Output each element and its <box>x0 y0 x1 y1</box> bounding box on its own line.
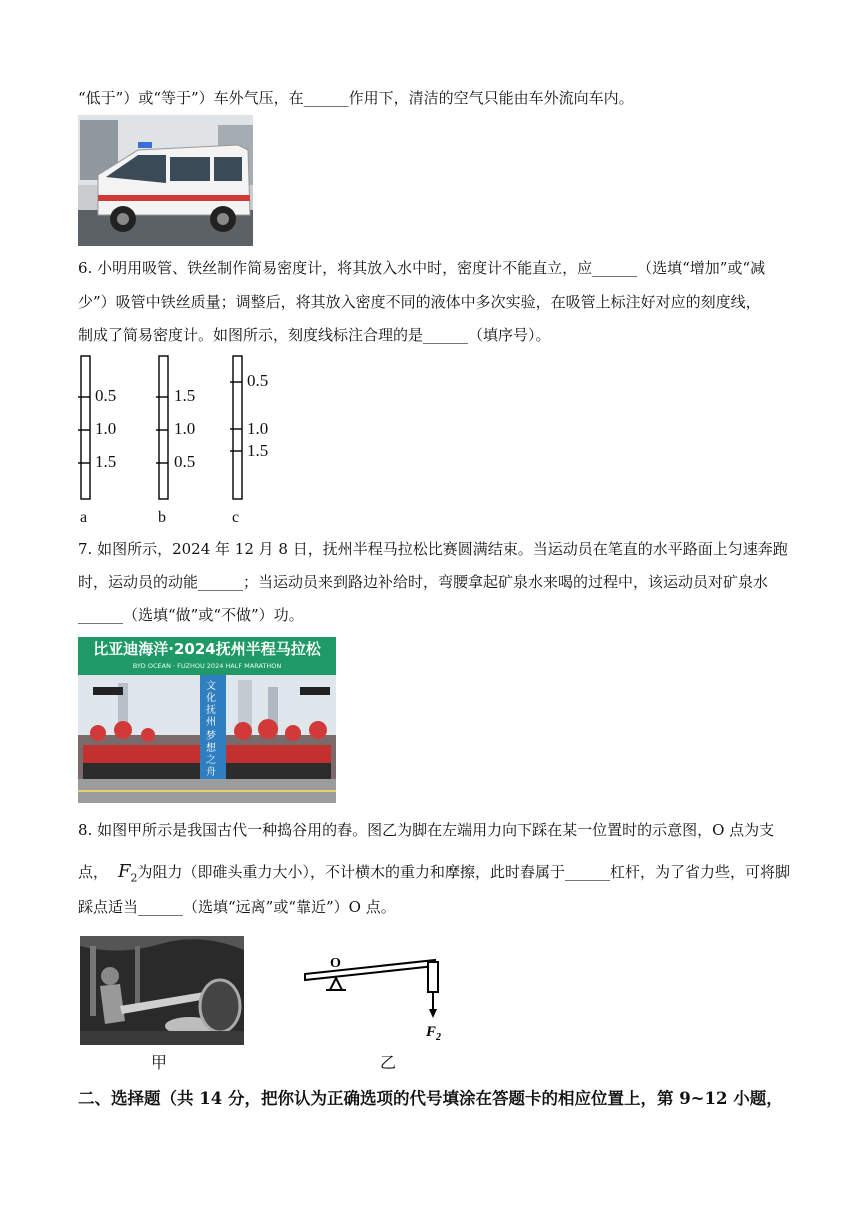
lever-o-label: O <box>330 956 341 971</box>
question-7-line-1: 7. 如图所示，2024 年 12 月 8 日，抚州半程马拉松比赛圆满结束。当运动员在笔直的水平路面上匀速奔跑 <box>78 540 788 558</box>
lever-f-subscript: 2 <box>436 1032 442 1043</box>
meter-c-label: c <box>232 509 240 526</box>
lever-diagram <box>300 950 460 1050</box>
marathon-banner <box>78 637 336 675</box>
meter-c-mark-3: 1.5 <box>247 441 269 460</box>
meter-b-mark-1: 1.5 <box>174 386 196 405</box>
section-2-heading: 二、选择题（共 14 分，把你认为正确选项的代号填涂在答题卡的相应位置上，第 9~12 小题， <box>78 1089 783 1108</box>
marathon-pillar <box>200 675 226 779</box>
meter-a-mark-3: 1.5 <box>95 452 117 471</box>
question-6-line-2: 少”）吸管中铁丝质量；调整后，将其放入密度不同的液体中多次实验，在吸管上标注好对应的刻度线， <box>78 293 761 311</box>
question-6-line-1: 6. 小明用吸管、铁丝制作简易密度计，将其放入水中时，密度计不能直立，应______（选填“增加”或“减 <box>78 259 766 277</box>
lever-f-letter: F <box>426 1024 437 1040</box>
pillar-text-1: 文化抚州 <box>206 681 216 728</box>
question-8-line-1: 8. 如图甲所示是我国古代一种捣谷用的舂。图乙为脚在左端用力向下踩在某一位置时的示意图，O 点为支 <box>78 821 775 839</box>
f2-subscript: 2 <box>130 871 138 885</box>
meter-a-mark-1: 0.5 <box>95 386 117 405</box>
lever-f-label <box>425 1024 441 1043</box>
ambulance-stripe <box>98 195 250 201</box>
meter-c-mark-1: 0.5 <box>247 371 269 390</box>
pillar-text-2: 梦想之舟 <box>206 731 216 778</box>
meter-a-mark-2: 1.0 <box>95 419 117 438</box>
densimeter-figure <box>78 355 298 530</box>
caption-yi: 乙 <box>380 1053 397 1072</box>
f2-symbol <box>118 861 138 885</box>
line-2-prefix: 点， <box>78 863 109 881</box>
question-8-line-3: 踩点适当______（选填“远离”或“靠近”）O 点。 <box>78 898 396 916</box>
meter-c-mark-2: 1.0 <box>247 419 269 438</box>
fulcrum-triangle <box>330 978 342 990</box>
line-2-text: 为阻力（即碓头重力大小），不计横木的重力和摩擦，此时舂属于______杠杆，为了省力些，可将脚 <box>137 863 791 881</box>
f2-letter: F <box>118 861 131 882</box>
question-8-line-2 <box>78 862 790 889</box>
question-5-continuation: “低于”）或“等于”）车外气压，在______作用下，清洁的空气只能由车外流向车内。 <box>78 89 634 107</box>
question-7-line-2: 时，运动员的动能______；当运动员来到路边补给时，弯腰拿起矿泉水来喝的过程中，该运动员对矿泉水 <box>78 573 769 591</box>
meter-a-label: a <box>80 509 88 526</box>
caption-jia: 甲 <box>151 1053 168 1072</box>
banner-subtitle: BYD OCEAN · FUZHOU 2024 HALF MARATHON <box>132 662 282 670</box>
meter-b-label: b <box>158 509 166 526</box>
ancient-pestle-photo <box>80 936 244 1045</box>
meter-b-mark-3: 0.5 <box>174 452 196 471</box>
question-6-line-3: 制成了简易密度计。如图所示，刻度线标注合理的是______（填序号）。 <box>78 326 551 344</box>
question-7-line-3: ______（选填“做”或“不做”）功。 <box>78 606 304 624</box>
ambulance-photo <box>78 115 253 246</box>
meter-b-mark-2: 1.0 <box>174 419 196 438</box>
marathon-photo <box>78 637 336 803</box>
banner-title: 比亚迪海洋·2024抚州半程马拉松 <box>93 640 321 658</box>
